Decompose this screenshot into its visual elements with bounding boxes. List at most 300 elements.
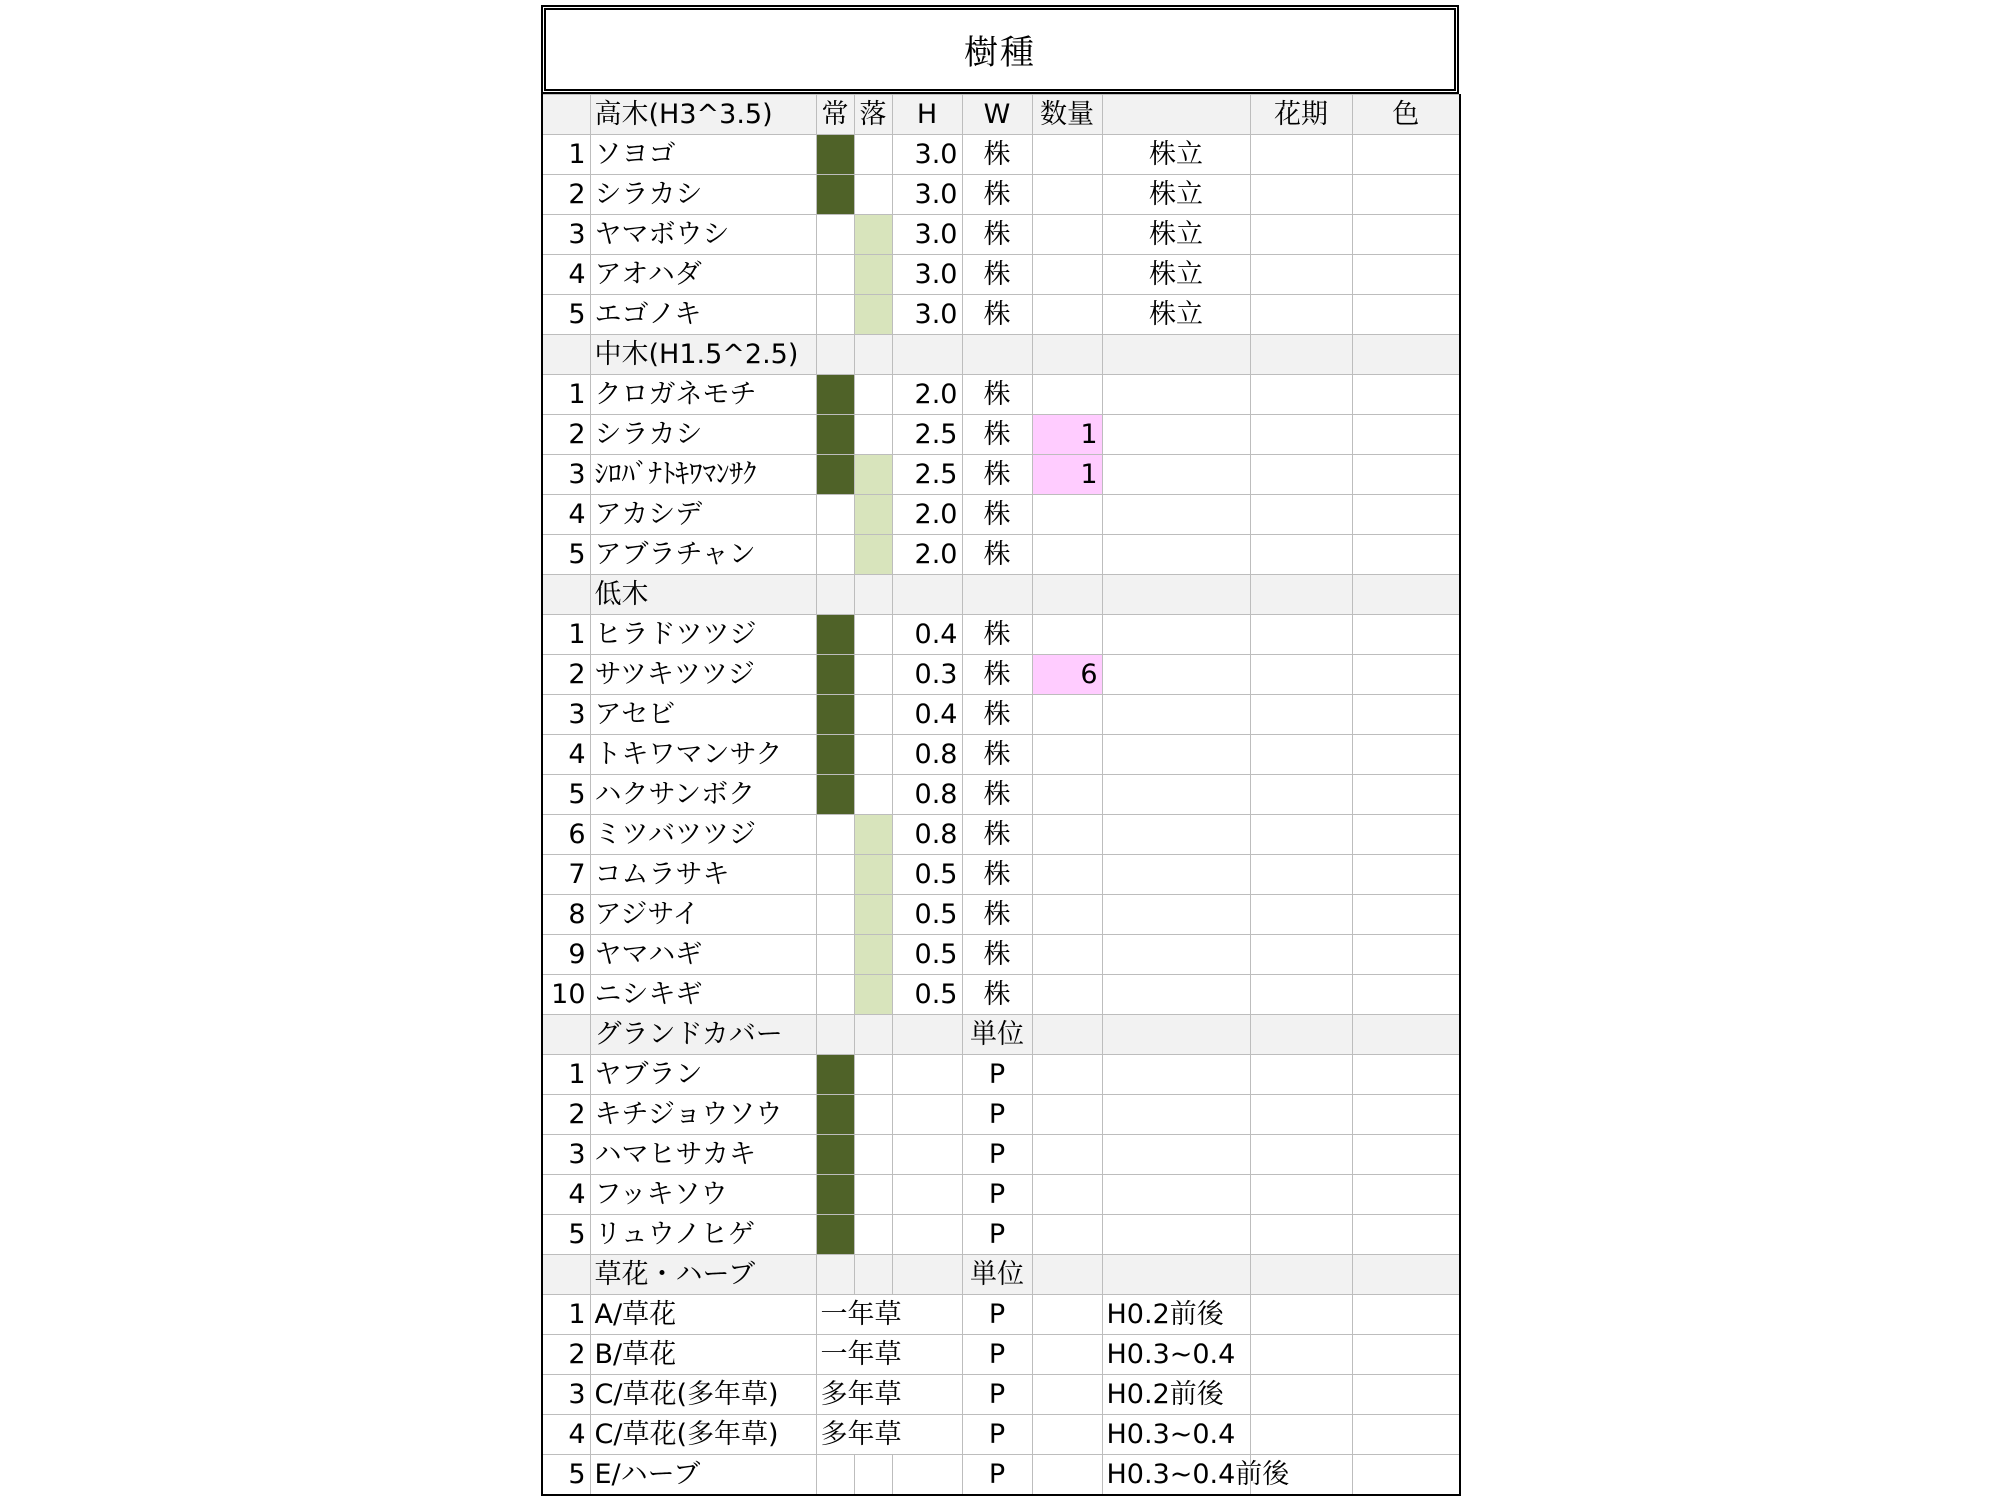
- color-cell[interactable]: [1352, 535, 1460, 575]
- evergreen-cell[interactable]: [816, 855, 854, 895]
- quantity-cell[interactable]: [1032, 1255, 1102, 1295]
- evergreen-cell[interactable]: [816, 1175, 854, 1215]
- plant-name[interactable]: アブラチャン: [590, 535, 816, 575]
- color-cell[interactable]: [1352, 1055, 1460, 1095]
- deciduous-cell[interactable]: [854, 1015, 892, 1055]
- bloom-cell[interactable]: [1250, 655, 1352, 695]
- row-number-cell[interactable]: [542, 335, 590, 375]
- color-cell[interactable]: [1352, 695, 1460, 735]
- evergreen-cell[interactable]: [816, 975, 854, 1015]
- quantity-cell[interactable]: [1032, 255, 1102, 295]
- note-cell[interactable]: [1102, 535, 1250, 575]
- plant-name[interactable]: コムラサキ: [590, 855, 816, 895]
- evergreen-cell[interactable]: [816, 495, 854, 535]
- evergreen-cell[interactable]: [816, 1135, 854, 1175]
- unit-cell[interactable]: P: [962, 1055, 1032, 1095]
- row-number[interactable]: 3: [542, 1135, 590, 1175]
- quantity-cell[interactable]: [1032, 1015, 1102, 1055]
- color-cell[interactable]: [1352, 1455, 1460, 1496]
- color-cell[interactable]: [1352, 655, 1460, 695]
- color-cell[interactable]: [1352, 1335, 1460, 1375]
- plant-name[interactable]: ｼﾛﾊﾞﾅﾄｷﾜﾏﾝｻｸ: [590, 455, 816, 495]
- bloom-cell[interactable]: [1250, 1295, 1352, 1335]
- color-cell[interactable]: [1352, 1295, 1460, 1335]
- note-cell[interactable]: [1102, 695, 1250, 735]
- row-number[interactable]: 5: [542, 1215, 590, 1255]
- unit-cell[interactable]: 株: [962, 175, 1032, 215]
- bloom-cell[interactable]: [1250, 1415, 1352, 1455]
- quantity-cell[interactable]: [1032, 935, 1102, 975]
- color-cell[interactable]: [1352, 775, 1460, 815]
- plant-name[interactable]: ヤマハギ: [590, 935, 816, 975]
- unit-cell[interactable]: 株: [962, 415, 1032, 455]
- unit-cell[interactable]: 株: [962, 615, 1032, 655]
- row-number[interactable]: 5: [542, 775, 590, 815]
- quantity-cell[interactable]: 1: [1032, 415, 1102, 455]
- quantity-cell[interactable]: [1032, 215, 1102, 255]
- note-cell[interactable]: 株立: [1102, 295, 1250, 335]
- note-cell[interactable]: H0.2前後: [1102, 1375, 1250, 1415]
- height-cell[interactable]: [892, 1135, 962, 1175]
- bloom-cell[interactable]: [1250, 1015, 1352, 1055]
- plant-name[interactable]: ニシキギ: [590, 975, 816, 1015]
- color-cell[interactable]: [1352, 455, 1460, 495]
- evergreen-cell[interactable]: [816, 1015, 854, 1055]
- unit-cell[interactable]: P: [962, 1215, 1032, 1255]
- quantity-cell[interactable]: [1032, 1375, 1102, 1415]
- row-number[interactable]: 1: [542, 615, 590, 655]
- height-cell[interactable]: [892, 335, 962, 375]
- quantity-cell[interactable]: [1032, 895, 1102, 935]
- plant-name[interactable]: シラカシ: [590, 175, 816, 215]
- quantity-cell[interactable]: [1032, 1215, 1102, 1255]
- note-cell[interactable]: [1102, 375, 1250, 415]
- row-number[interactable]: 8: [542, 895, 590, 935]
- color-cell[interactable]: [1352, 1015, 1460, 1055]
- note-cell[interactable]: [1102, 935, 1250, 975]
- color-cell[interactable]: [1352, 175, 1460, 215]
- row-number[interactable]: 7: [542, 855, 590, 895]
- note-cell[interactable]: [1102, 455, 1250, 495]
- unit-cell[interactable]: 株: [962, 255, 1032, 295]
- evergreen-cell[interactable]: [816, 335, 854, 375]
- height-cell[interactable]: 2.0: [892, 375, 962, 415]
- unit-cell[interactable]: 株: [962, 495, 1032, 535]
- quantity-cell[interactable]: [1032, 1335, 1102, 1375]
- note-cell[interactable]: H0.3~0.4前後: [1102, 1455, 1250, 1496]
- unit-cell[interactable]: 株: [962, 855, 1032, 895]
- bloom-cell[interactable]: [1250, 1055, 1352, 1095]
- row-number-cell[interactable]: [542, 575, 590, 615]
- plant-name[interactable]: ハクサンボク: [590, 775, 816, 815]
- row-number[interactable]: 6: [542, 815, 590, 855]
- bloom-cell[interactable]: [1250, 535, 1352, 575]
- plant-name[interactable]: ヤマボウシ: [590, 215, 816, 255]
- deciduous-cell[interactable]: [854, 615, 892, 655]
- row-number[interactable]: 1: [542, 135, 590, 175]
- evergreen-cell[interactable]: [816, 255, 854, 295]
- row-number[interactable]: 1: [542, 1295, 590, 1335]
- plant-name[interactable]: フッキソウ: [590, 1175, 816, 1215]
- note-cell[interactable]: H0.3~0.4: [1102, 1335, 1250, 1375]
- unit-cell[interactable]: 株: [962, 375, 1032, 415]
- note-cell[interactable]: [1102, 415, 1250, 455]
- note-cell[interactable]: [1102, 815, 1250, 855]
- row-number-cell[interactable]: [542, 1015, 590, 1055]
- quantity-cell[interactable]: [1032, 1135, 1102, 1175]
- bloom-cell[interactable]: [1250, 1095, 1352, 1135]
- evergreen-cell[interactable]: [816, 935, 854, 975]
- unit-cell[interactable]: 株: [962, 535, 1032, 575]
- deciduous-cell[interactable]: [854, 335, 892, 375]
- note-cell[interactable]: 株立: [1102, 215, 1250, 255]
- section-title[interactable]: グランドカバー: [590, 1015, 816, 1055]
- deciduous-cell[interactable]: [854, 575, 892, 615]
- unit-header-cell[interactable]: 単位: [962, 1255, 1032, 1295]
- plant-name[interactable]: アカシデ: [590, 495, 816, 535]
- header-number-cell[interactable]: [542, 95, 590, 135]
- plant-name[interactable]: ハマヒサカキ: [590, 1135, 816, 1175]
- deciduous-cell[interactable]: [854, 815, 892, 855]
- height-cell[interactable]: 2.5: [892, 415, 962, 455]
- note-cell[interactable]: [1102, 895, 1250, 935]
- row-number[interactable]: 2: [542, 655, 590, 695]
- color-cell[interactable]: [1352, 575, 1460, 615]
- height-cell[interactable]: 0.8: [892, 775, 962, 815]
- quantity-cell[interactable]: [1032, 175, 1102, 215]
- plant-name[interactable]: ミツバツツジ: [590, 815, 816, 855]
- unit-cell[interactable]: 株: [962, 815, 1032, 855]
- color-cell[interactable]: [1352, 375, 1460, 415]
- deciduous-cell[interactable]: [854, 695, 892, 735]
- height-cell[interactable]: 0.5: [892, 935, 962, 975]
- height-cell[interactable]: 3.0: [892, 255, 962, 295]
- height-cell[interactable]: 2.0: [892, 535, 962, 575]
- plant-name[interactable]: ヒラドツツジ: [590, 615, 816, 655]
- note-cell[interactable]: H0.2前後: [1102, 1295, 1250, 1335]
- row-number[interactable]: 3: [542, 455, 590, 495]
- evergreen-cell[interactable]: [816, 455, 854, 495]
- plant-name[interactable]: C/草花(多年草): [590, 1415, 816, 1455]
- row-number[interactable]: 2: [542, 415, 590, 455]
- height-cell[interactable]: [892, 575, 962, 615]
- bloom-cell[interactable]: [1250, 935, 1352, 975]
- bloom-cell[interactable]: [1250, 735, 1352, 775]
- evergreen-cell[interactable]: [816, 375, 854, 415]
- plant-name[interactable]: キチジョウソウ: [590, 1095, 816, 1135]
- color-cell[interactable]: [1352, 415, 1460, 455]
- unit-cell[interactable]: 株: [962, 735, 1032, 775]
- note-cell[interactable]: 株立: [1102, 255, 1250, 295]
- quantity-cell[interactable]: 1: [1032, 455, 1102, 495]
- evergreen-cell[interactable]: [816, 415, 854, 455]
- evergreen-cell[interactable]: [816, 135, 854, 175]
- quantity-cell[interactable]: [1032, 295, 1102, 335]
- bloom-cell[interactable]: [1250, 1335, 1352, 1375]
- deciduous-cell[interactable]: [854, 895, 892, 935]
- plant-type[interactable]: 多年草: [816, 1375, 962, 1415]
- note-cell[interactable]: [1102, 975, 1250, 1015]
- bloom-cell[interactable]: [1250, 855, 1352, 895]
- row-number[interactable]: 3: [542, 1375, 590, 1415]
- evergreen-cell[interactable]: [816, 775, 854, 815]
- row-number[interactable]: 5: [542, 1455, 590, 1496]
- color-cell[interactable]: [1352, 615, 1460, 655]
- deciduous-cell[interactable]: [854, 415, 892, 455]
- plant-type[interactable]: 一年草: [816, 1295, 962, 1335]
- quantity-cell[interactable]: [1032, 375, 1102, 415]
- deciduous-cell[interactable]: [854, 1175, 892, 1215]
- unit-cell[interactable]: 株: [962, 455, 1032, 495]
- evergreen-cell[interactable]: [816, 895, 854, 935]
- deciduous-cell[interactable]: [854, 735, 892, 775]
- unit-cell[interactable]: 株: [962, 295, 1032, 335]
- color-cell[interactable]: [1352, 215, 1460, 255]
- bloom-cell[interactable]: [1250, 375, 1352, 415]
- deciduous-cell[interactable]: [854, 855, 892, 895]
- height-cell[interactable]: 0.4: [892, 695, 962, 735]
- unit-cell[interactable]: P: [962, 1135, 1032, 1175]
- color-cell[interactable]: [1352, 1375, 1460, 1415]
- unit-cell[interactable]: P: [962, 1375, 1032, 1415]
- evergreen-cell[interactable]: [816, 655, 854, 695]
- header-category[interactable]: 高木(H3^3.5): [590, 95, 816, 135]
- row-number[interactable]: 5: [542, 535, 590, 575]
- header-color[interactable]: 色: [1352, 95, 1460, 135]
- deciduous-cell[interactable]: [854, 975, 892, 1015]
- quantity-cell[interactable]: [1032, 735, 1102, 775]
- evergreen-cell[interactable]: [816, 1215, 854, 1255]
- row-number[interactable]: 4: [542, 495, 590, 535]
- plant-name[interactable]: C/草花(多年草): [590, 1375, 816, 1415]
- color-cell[interactable]: [1352, 975, 1460, 1015]
- note-cell[interactable]: [1102, 855, 1250, 895]
- note-cell[interactable]: [1102, 775, 1250, 815]
- unit-cell[interactable]: 株: [962, 695, 1032, 735]
- deciduous-cell[interactable]: [854, 1455, 892, 1496]
- quantity-cell[interactable]: [1032, 135, 1102, 175]
- plant-name[interactable]: B/草花: [590, 1335, 816, 1375]
- section-title[interactable]: 低木: [590, 575, 816, 615]
- row-number[interactable]: 4: [542, 1175, 590, 1215]
- deciduous-cell[interactable]: [854, 175, 892, 215]
- unit-header-cell[interactable]: [962, 335, 1032, 375]
- row-number[interactable]: 5: [542, 295, 590, 335]
- evergreen-cell[interactable]: [816, 1255, 854, 1295]
- plant-name[interactable]: ソヨゴ: [590, 135, 816, 175]
- bloom-cell[interactable]: [1250, 215, 1352, 255]
- bloom-cell[interactable]: [1250, 895, 1352, 935]
- bloom-cell[interactable]: [1250, 1135, 1352, 1175]
- row-number[interactable]: 1: [542, 1055, 590, 1095]
- quantity-cell[interactable]: [1032, 1415, 1102, 1455]
- plant-type[interactable]: 多年草: [816, 1415, 962, 1455]
- note-cell[interactable]: [1102, 1135, 1250, 1175]
- unit-cell[interactable]: 株: [962, 215, 1032, 255]
- unit-header-cell[interactable]: 単位: [962, 1015, 1032, 1055]
- bloom-cell[interactable]: [1250, 255, 1352, 295]
- bloom-cell[interactable]: [1250, 775, 1352, 815]
- row-number[interactable]: 3: [542, 695, 590, 735]
- color-cell[interactable]: [1352, 1215, 1460, 1255]
- deciduous-cell[interactable]: [854, 295, 892, 335]
- quantity-cell[interactable]: [1032, 335, 1102, 375]
- unit-cell[interactable]: 株: [962, 895, 1032, 935]
- row-number[interactable]: 2: [542, 1095, 590, 1135]
- color-cell[interactable]: [1352, 935, 1460, 975]
- note-cell[interactable]: [1102, 495, 1250, 535]
- bloom-cell[interactable]: [1250, 1255, 1352, 1295]
- bloom-cell[interactable]: [1250, 1375, 1352, 1415]
- evergreen-cell[interactable]: [816, 695, 854, 735]
- bloom-cell[interactable]: [1250, 295, 1352, 335]
- color-cell[interactable]: [1352, 895, 1460, 935]
- row-number[interactable]: 2: [542, 1335, 590, 1375]
- evergreen-cell[interactable]: [816, 735, 854, 775]
- height-cell[interactable]: [892, 1015, 962, 1055]
- plant-name[interactable]: E/ハーブ: [590, 1455, 816, 1496]
- color-cell[interactable]: [1352, 1135, 1460, 1175]
- color-cell[interactable]: [1352, 815, 1460, 855]
- bloom-cell[interactable]: [1250, 415, 1352, 455]
- unit-cell[interactable]: 株: [962, 135, 1032, 175]
- quantity-cell[interactable]: [1032, 815, 1102, 855]
- quantity-cell[interactable]: [1032, 695, 1102, 735]
- header-bloom-period[interactable]: 花期: [1250, 95, 1352, 135]
- note-cell[interactable]: [1102, 1095, 1250, 1135]
- bloom-cell[interactable]: [1250, 695, 1352, 735]
- bloom-cell[interactable]: [1250, 175, 1352, 215]
- height-cell[interactable]: 3.0: [892, 295, 962, 335]
- row-number[interactable]: 4: [542, 255, 590, 295]
- quantity-cell[interactable]: [1032, 495, 1102, 535]
- row-number[interactable]: 2: [542, 175, 590, 215]
- height-cell[interactable]: [892, 1055, 962, 1095]
- unit-cell[interactable]: 株: [962, 775, 1032, 815]
- deciduous-cell[interactable]: [854, 935, 892, 975]
- row-number[interactable]: 1: [542, 375, 590, 415]
- bloom-cell[interactable]: [1250, 1215, 1352, 1255]
- unit-cell[interactable]: 株: [962, 935, 1032, 975]
- unit-cell[interactable]: P: [962, 1335, 1032, 1375]
- row-number[interactable]: 3: [542, 215, 590, 255]
- quantity-cell[interactable]: [1032, 1295, 1102, 1335]
- quantity-cell[interactable]: [1032, 535, 1102, 575]
- evergreen-cell[interactable]: [816, 1095, 854, 1135]
- deciduous-cell[interactable]: [854, 1135, 892, 1175]
- color-cell[interactable]: [1352, 1255, 1460, 1295]
- note-cell[interactable]: [1102, 655, 1250, 695]
- quantity-cell[interactable]: 6: [1032, 655, 1102, 695]
- deciduous-cell[interactable]: [854, 375, 892, 415]
- color-cell[interactable]: [1352, 1175, 1460, 1215]
- evergreen-cell[interactable]: [816, 175, 854, 215]
- evergreen-cell[interactable]: [816, 535, 854, 575]
- note-cell[interactable]: [1102, 1055, 1250, 1095]
- plant-name[interactable]: アセビ: [590, 695, 816, 735]
- header-note[interactable]: [1102, 95, 1250, 135]
- note-cell[interactable]: [1102, 735, 1250, 775]
- quantity-cell[interactable]: [1032, 855, 1102, 895]
- color-cell[interactable]: [1352, 495, 1460, 535]
- note-cell[interactable]: [1102, 575, 1250, 615]
- evergreen-cell[interactable]: [816, 615, 854, 655]
- deciduous-cell[interactable]: [854, 1095, 892, 1135]
- height-cell[interactable]: [892, 1095, 962, 1135]
- color-cell[interactable]: [1352, 1415, 1460, 1455]
- deciduous-cell[interactable]: [854, 495, 892, 535]
- quantity-cell[interactable]: [1032, 1095, 1102, 1135]
- row-number[interactable]: 4: [542, 735, 590, 775]
- height-cell[interactable]: 0.3: [892, 655, 962, 695]
- color-cell[interactable]: [1352, 135, 1460, 175]
- bloom-cell[interactable]: [1250, 335, 1352, 375]
- deciduous-cell[interactable]: [854, 1255, 892, 1295]
- unit-cell[interactable]: P: [962, 1295, 1032, 1335]
- unit-cell[interactable]: 株: [962, 655, 1032, 695]
- note-cell[interactable]: [1102, 1215, 1250, 1255]
- plant-name[interactable]: シラカシ: [590, 415, 816, 455]
- header-width[interactable]: W: [962, 95, 1032, 135]
- height-cell[interactable]: [892, 1175, 962, 1215]
- height-cell[interactable]: 3.0: [892, 215, 962, 255]
- deciduous-cell[interactable]: [854, 655, 892, 695]
- row-number[interactable]: 9: [542, 935, 590, 975]
- color-cell[interactable]: [1352, 295, 1460, 335]
- plant-name[interactable]: サツキツツジ: [590, 655, 816, 695]
- plant-name[interactable]: クロガネモチ: [590, 375, 816, 415]
- unit-cell[interactable]: P: [962, 1455, 1032, 1496]
- deciduous-cell[interactable]: [854, 775, 892, 815]
- bloom-cell[interactable]: [1250, 975, 1352, 1015]
- plant-name[interactable]: アオハダ: [590, 255, 816, 295]
- height-cell[interactable]: 0.5: [892, 895, 962, 935]
- plant-name[interactable]: トキワマンサク: [590, 735, 816, 775]
- height-cell[interactable]: 2.5: [892, 455, 962, 495]
- plant-name[interactable]: ヤブラン: [590, 1055, 816, 1095]
- color-cell[interactable]: [1352, 855, 1460, 895]
- unit-cell[interactable]: P: [962, 1415, 1032, 1455]
- color-cell[interactable]: [1352, 335, 1460, 375]
- deciduous-cell[interactable]: [854, 255, 892, 295]
- color-cell[interactable]: [1352, 1095, 1460, 1135]
- row-number[interactable]: 10: [542, 975, 590, 1015]
- quantity-cell[interactable]: [1032, 615, 1102, 655]
- quantity-cell[interactable]: [1032, 975, 1102, 1015]
- color-cell[interactable]: [1352, 735, 1460, 775]
- bloom-cell[interactable]: [1250, 135, 1352, 175]
- note-cell[interactable]: [1102, 1175, 1250, 1215]
- row-number[interactable]: 4: [542, 1415, 590, 1455]
- unit-cell[interactable]: 株: [962, 975, 1032, 1015]
- evergreen-cell[interactable]: [816, 575, 854, 615]
- height-cell[interactable]: 0.8: [892, 735, 962, 775]
- row-number-cell[interactable]: [542, 1255, 590, 1295]
- height-cell[interactable]: 0.5: [892, 975, 962, 1015]
- height-cell[interactable]: [892, 1215, 962, 1255]
- bloom-cell[interactable]: [1250, 815, 1352, 855]
- evergreen-cell[interactable]: [816, 815, 854, 855]
- deciduous-cell[interactable]: [854, 135, 892, 175]
- evergreen-cell[interactable]: [816, 215, 854, 255]
- plant-name[interactable]: A/草花: [590, 1295, 816, 1335]
- evergreen-cell[interactable]: [816, 1055, 854, 1095]
- height-cell[interactable]: 3.0: [892, 175, 962, 215]
- bloom-cell[interactable]: [1250, 455, 1352, 495]
- height-cell[interactable]: [892, 1455, 962, 1496]
- height-cell[interactable]: 0.8: [892, 815, 962, 855]
- quantity-cell[interactable]: [1032, 775, 1102, 815]
